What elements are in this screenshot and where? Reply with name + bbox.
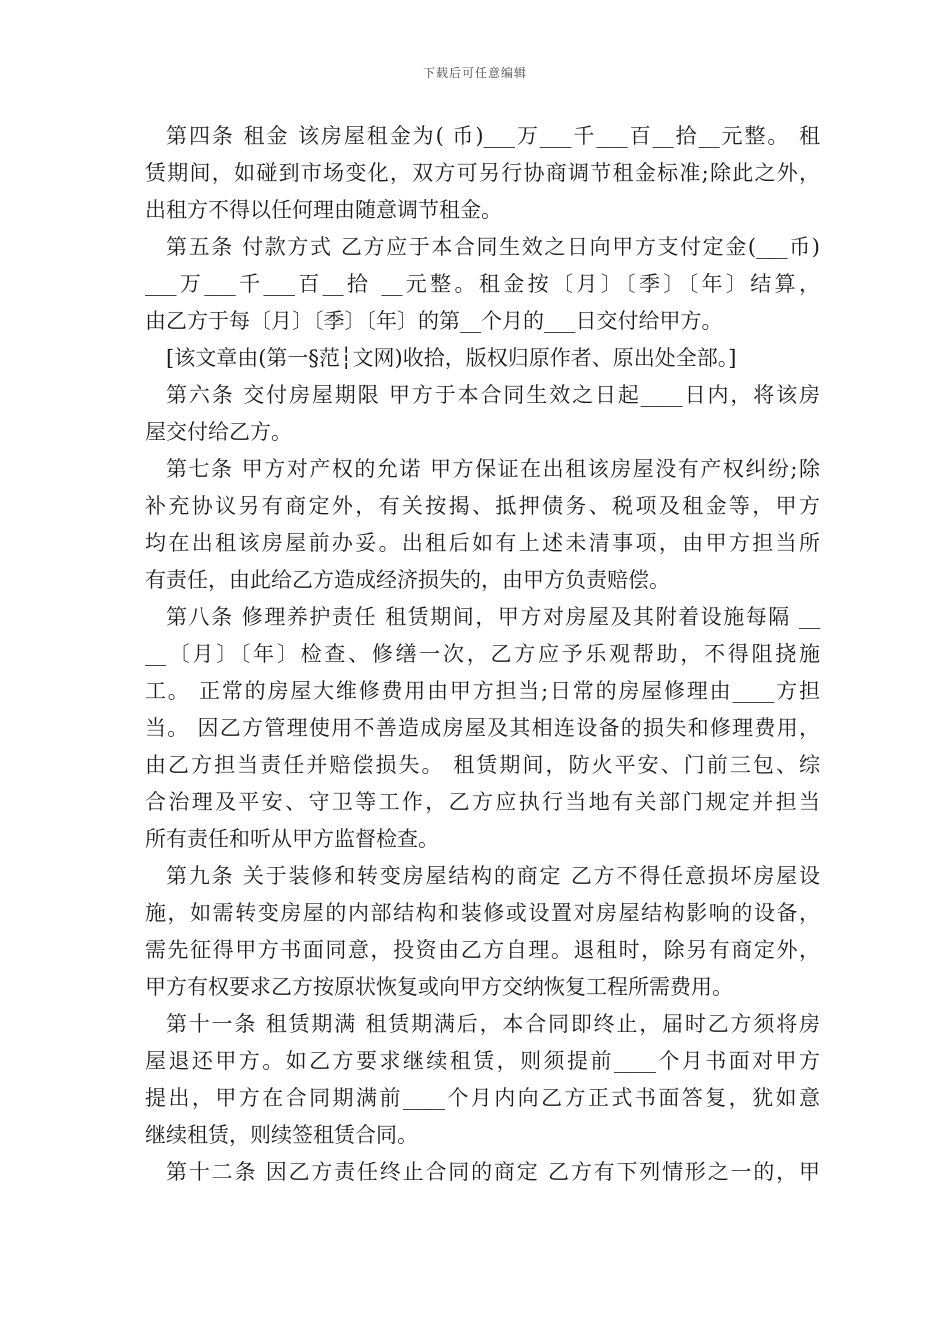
document-body xyxy=(145,118,820,1191)
text-line: 当。 因乙方管理使用不善造成房屋及其相连设备的损失和修理费用， xyxy=(145,716,820,740)
text-line: 第六条 交付房屋期限 甲方于本合同生效之日起____日内，将该房 xyxy=(166,383,820,407)
text-line: 第七条 甲方对产权的允诺 甲方保证在出租该房屋没有产权纠纷;除 xyxy=(166,457,820,481)
text-line: 第五条 付款方式 乙方应于本合同生效之日向甲方支付定金(___币) xyxy=(166,235,820,259)
page-header: 下载后可任意编辑 xyxy=(422,66,527,80)
text-line: 由乙方担当责任并赔偿损失。 租赁期间，防火平安、门前三包、综 xyxy=(145,753,820,777)
text-line: __〔月〕〔年〕检查、修缮一次，乙方应予乐观帮助，不得阻挠施 xyxy=(145,642,820,666)
text-line: 第十二条 因乙方责任终止合同的商定 乙方有下列情形之一的，甲 xyxy=(166,1160,820,1184)
text-line: 补充协议另有商定外，有关按揭、抵押债务、税项及租金等，甲方 xyxy=(145,494,820,518)
text-line: 赁期间，如碰到市场变化，双方可另行协商调节租金标准;除此之外， xyxy=(145,161,820,185)
text-line: 所有责任和听从甲方监督检查。 xyxy=(145,827,439,851)
text-line: 第四条 租金 该房屋租金为( 币)___万___千___百__拾__元整。 租 xyxy=(166,124,820,148)
text-line: 合治理及平安、守卫等工作，乙方应执行当地有关部门规定并担当 xyxy=(145,790,820,814)
text-line: 甲方有权要求乙方按原状恢复或向甲方交纳恢复工程所需费用。 xyxy=(145,975,733,999)
text-line: 第八条 修理养护责任 租赁期间，甲方对房屋及其附着设施每隔 __ xyxy=(166,605,820,629)
text-line: 第九条 关于装修和转变房屋结构的商定 乙方不得任意损坏房屋设 xyxy=(166,864,820,888)
text-line: 屋交付给乙方。 xyxy=(145,420,292,444)
text-line: 提出，甲方在合同期满前____个月内向乙方正式书面答复，犹如意 xyxy=(145,1086,820,1110)
text-line: 均在出租该房屋前办妥。出租后如有上述未清事项，由甲方担当所 xyxy=(145,531,820,555)
text-line: 施，如需转变房屋的内部结构和装修或设置对房屋结构影响的设备， xyxy=(145,901,820,925)
text-line: 工。 正常的房屋大维修费用由甲方担当;日常的房屋修理由____方担 xyxy=(145,679,820,703)
text-line: 由乙方于每〔月〕〔季〕〔年〕的第__个月的___日交付给甲方。 xyxy=(145,309,723,333)
text-line: 有责任，由此给乙方造成经济损失的，由甲方负责赔偿。 xyxy=(145,568,670,592)
text-line: 第十一条 租赁期满 租赁期满后，本合同即终止，届时乙方须将房 xyxy=(166,1012,820,1036)
text-line: 需先征得甲方书面同意，投资由乙方自理。退租时，除另有商定外， xyxy=(145,938,820,962)
text-line: 屋退还甲方。如乙方要求继续租赁，则须提前____个月书面对甲方 xyxy=(145,1049,820,1073)
text-line: 继续租赁，则续签租赁合同。 xyxy=(145,1123,418,1147)
text-line: ___万___千___百__拾 __元整。租金按〔月〕〔季〕〔年〕结算， xyxy=(145,272,820,296)
text-line: 出租方不得以任何理由随意调节租金。 xyxy=(145,198,502,222)
text-line: [该文章由(第一§范┆文网)收拾，版权归原作者、原出处全部。] xyxy=(166,346,737,370)
